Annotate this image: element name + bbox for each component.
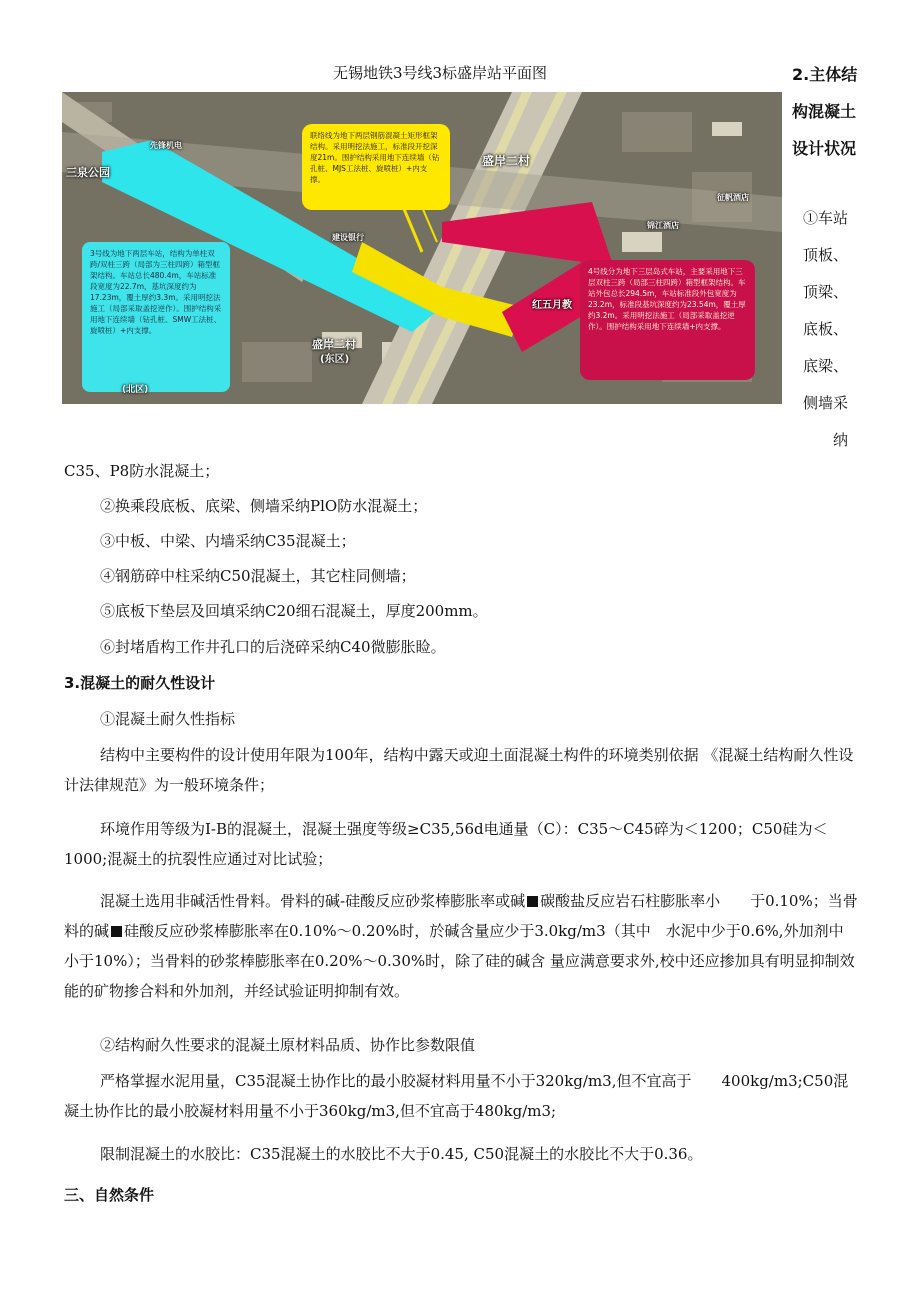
map-label-village1: 盛岸二村 <box>482 154 531 168</box>
map-label-hospital: 先锋机电 <box>150 141 182 150</box>
paragraph-aggregate: 混凝土选用非碱活性骨料。骨料的碱-硅酸反应砂浆棒膨胀率或碱 碳酸盐反应岩石柱膨胀率小 于0.10%；当骨料的碱 硅酸反应砂浆棒膨胀率在0.10%～0.20%时，於碱含量应少于3.0kg∕m3（其中 水泥中少于0.6%,外加剂中小于10%）；当骨料的砂浆棒膨胀率在0.20%～0.30%时，除了硅的碱含 量应满意要求外,校中还应掺加具有明显抑制效能的矿物掺合料和外加剂，并经试验证明抑制有效。 <box>64 892 858 1000</box>
paragraph-item-6: ⑥封堵盾构工作井孔口的后浇碎采纳C40微膨胀睑。 <box>100 638 446 656</box>
paragraph-water-binder: 限制混凝土的水胶比：C35混凝土的水胶比不大于0.45, C50混凝土的水胶比不大于0.36。 <box>100 1145 703 1163</box>
paragraph-item-2: ②换乘段底板、底梁、侧墙采纳PlO防水混凝土； <box>100 497 428 515</box>
section-heading-3: 3.混凝土的耐久性设计 <box>64 674 216 692</box>
paragraph-item-4: ④钢筋碎中柱采纳C50混凝土，其它柱同侧墙； <box>100 567 416 585</box>
map-label-village2: 盛岸二村 <box>312 338 356 351</box>
map-label-hotel: 征帆酒店 <box>717 193 749 202</box>
subheading-durability-index: ①混凝土耐久性指标 <box>100 710 236 728</box>
map-label-district: (东区) <box>320 354 350 365</box>
paragraph-environment-grade: 环境作用等级为I-B的混凝土，混凝土强度等级≥C35,56d电通量（C）：C35～C45碎为＜1200；C50硅为＜1000;混凝土的抗裂性应通过对比试验； <box>64 820 828 868</box>
station-plan-map <box>62 92 782 404</box>
side-paragraph: ①车站顶板、顶梁、底板、底梁、侧墙采纳 <box>802 209 848 449</box>
paragraph-cement-amount: 严格掌握水泥用量，C35混凝土协作比的最小胶凝材料用量不小于320kg∕m3,但不宜高于 400kg∕m3;C50混凝土协作比的最小胶凝材料用量不小于360kg∕m3,但不宜高于480kg∕m3; <box>64 1072 849 1120</box>
map-label-bank: 建设银行 <box>332 233 364 242</box>
paragraph-item-5: ⑤底板下垫层及回填采纳C20细石混凝土，厚度200mm。 <box>100 602 488 620</box>
paragraph-c35: C35、P8防水混凝土； <box>64 462 220 480</box>
paragraph-design-life: 结构中主要构件的设计使用年限为100年，结构中露天或迎土面混凝土构件的环境类别依据 《混凝土结构耐久性设计法律规范》为一般环境条件； <box>64 746 854 794</box>
subheading-material-limits: ②结构耐久性要求的混凝土原材料品质、协作比参数限值 <box>100 1036 476 1054</box>
map-label-park: 三泉公园 <box>66 166 110 179</box>
black-square-glyph <box>111 926 122 937</box>
section-heading-2: 2.主体结构混凝土设计状况 <box>792 65 858 158</box>
callout-line3: 3号线为地下两层车站，结构为单柱双跨/双柱三跨（局部为三柱四跨）箱型框架结构。车站总长480.4m，车站标准段宽度为22.7m，基坑深度约为17.23m，覆土厚约3.3m。采用明挖法施工（局部采取盖挖逆作）。围护结构采用地下连续墙（钻孔桩、SMW工法桩、旋喷桩）+内支撑。 <box>82 242 230 392</box>
callout-link-line: 联络线为地下两层钢筋混凝土矩形框架结构。采用明挖法施工，标准段开挖深度21m。围护结构采用地下连续墙（钻孔桩、MJS工法桩、旋喷桩）+内支撑。 <box>302 124 450 210</box>
callout-line4: 4号线分为地下三层岛式车站，主要采用地下三层双柱三跨（局部三柱四跨）箱型框架结构。车站外包总长294.5m，车站标准段外包宽度为23.2m，标准段基坑深度约为23.54m，覆土厚约3.2m。采用明挖法施工（局部采取盖挖逆作）。围护结构采用地下连续墙+内支撑。 <box>580 260 755 380</box>
section-heading-natural: 三、自然条件 <box>64 1186 155 1204</box>
map-label-north: (北区) <box>122 385 149 395</box>
map-label-inn: 锦江酒店 <box>647 221 679 230</box>
map-label-school: 红五月教 <box>532 300 572 311</box>
paragraph-item-3: ③中板、中梁、内墙采纳C35混凝土； <box>100 532 356 550</box>
figure-caption: 无锡地铁3号线3标盛岸站平面图 <box>332 64 548 82</box>
black-square-glyph <box>527 896 538 907</box>
